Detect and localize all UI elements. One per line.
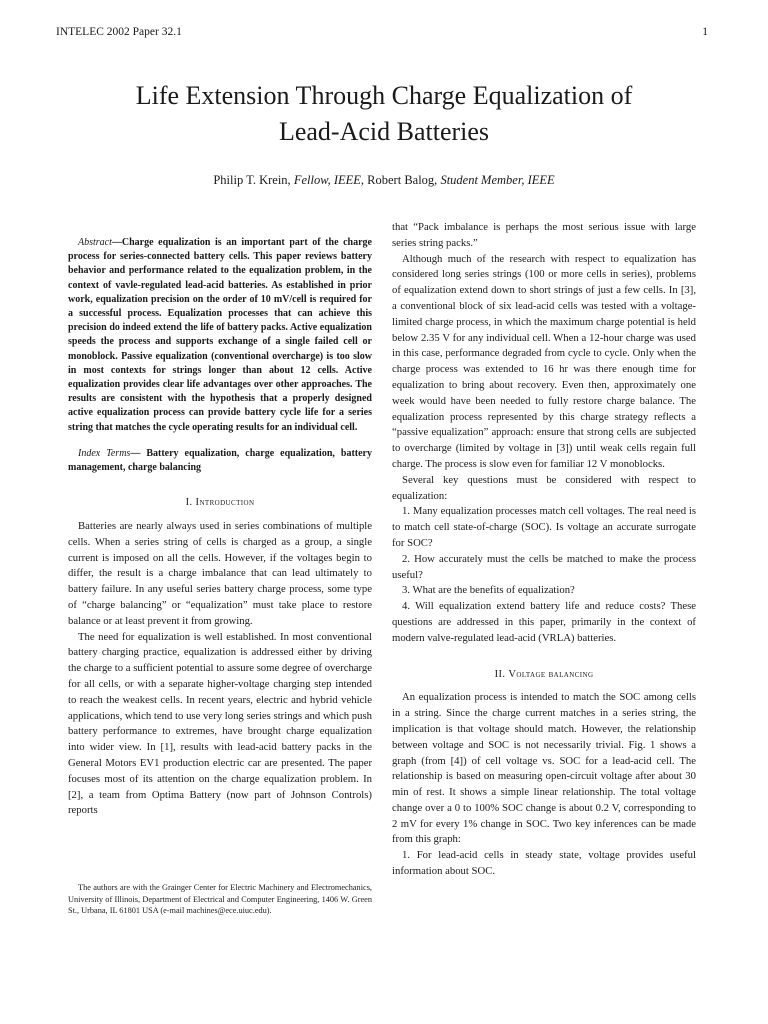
section-heading-voltage-balancing: [392, 667, 696, 683]
question-2: 2. How accurately must the cells be matched to make the process useful?: [392, 552, 696, 581]
question-4: 4. Will equalization extend battery life and reduce costs? These questions are addressed in this paper, primarily in the context of modern valve-regulated lead-acid (VRLA) batteries.: [392, 600, 696, 644]
intro-paragraph-2: The need for equalization is well established. In most conventional battery charging practice, equalization is addressed either by driving the charge to a sufficient potential to assure some degree of overcharge for all cells, or with a separate higher-voltage charging step intended to reach the weakest cells. In recent years, electric and hybrid vehicle applications, which tend to use very long series strings and which push battery performance to extremes, have brought charge equalization into wider view. In [1], results with lead-acid battery packs in the General Motors EV1 production electric car are presented. The paper focuses most of its attention on the charge equalization problem. In [2], a team from Optima Battery (now part of Johnson Controls) reports: [68, 630, 372, 817]
section-2-number: II.: [494, 668, 509, 680]
abstract: [68, 236, 372, 435]
author-footnote: The authors are with the Grainger Center for Electric Machinery and Electromechanics, University of Illinois, Department of Electrical and Computer Engineering, 1406 W. Green St., Urbana, IL 61801 USA (e-mail machines@ece.uiuc.edu).: [68, 883, 372, 915]
title-line-2: Lead-Acid Batteries: [278, 117, 490, 146]
paper-title: [40, 78, 728, 150]
author-line: [40, 173, 728, 188]
voltage-balancing-paragraph-2: 1. For lead-acid cells in steady state, voltage provides useful information about SOC.: [392, 849, 696, 878]
abstract-text: —Charge equalization is an important part of the charge process for series-connected battery cells. This paper reviews battery behavior and performance related to the equalization problem, in the context of vavle-regulated lead-acid batteries. As established in prior work, equalization precision on the order of 10 mV/cell is required for a successful process. Equalization processes that can achieve this precision do indeed extend the life of battery packs. Active equalization speeds the process and supports exchange of a single failed cell or monoblock. Passive equalization (conventional overcharge) is too slow in most contexts for strings longer than about 12 cells. Active equalization provides clear life advantages over other approaches. The results are consistent with the hypothesis that a properly designed active equalization process can provide battery cycle life for a series string that matches the cycle operating results for an individual cell.: [68, 237, 372, 433]
section-2-title: Voltage balancing: [508, 668, 594, 680]
question-3: 3. What are the benefits of equalization?: [402, 584, 575, 597]
right-column: [392, 220, 696, 880]
index-terms: [68, 447, 372, 475]
index-terms-text: — Battery equalization, charge equalization, battery management, charge balancing: [68, 447, 373, 474]
right-paragraph-1: that “Pack imbalance is perhaps the most serious issue with large series string packs.”: [392, 221, 696, 249]
right-paragraph-2: Although much of the research with respect to equalization has considered long series strings (100 or more cells in series), problems of equalization extend down to short strings of just a few cells. In [3], a conventional block of six lead-acid cells was tested with a voltage-limited charge process, in which the maximum charge potential is held below 2.35 V for any individual cell. When a 12-hour charge was used in this case, performance degraded from cycle to cycle. Only when the charge process was extended to 16 hr was there enough time for equalization to bring about recovery. Even then, approximately one week would have been needed to fully restore charge balance. The equalization process represented by this charge strategy reflects a “passive equalization” approach: ensure that strong cells are subjected to overcharge (limited by voltage in [3]) until weak cells regain full charge. The process is slow even for familiar 12 V monoblocks.: [392, 252, 696, 470]
index-terms-lead: Index Terms: [78, 447, 131, 459]
section-1-number: I.: [185, 497, 196, 509]
voltage-balancing-paragraph-1: An equalization process is intended to match the SOC among cells in a string. Since the charge current matches in a series string, the implication is that voltage should match. However, the relationship between voltage and SOC is not necessarily trivial. Fig. 1 shows a graph (from [4]) of cell voltage vs. SOC for a lead-acid cell. The relationship is based on measuring open-circuit voltage after about 30 min of rest. It shows a simple linear relationship. The total voltage change over a 0 to 100% SOC change is about 0.2 V, corresponding to 2 mV for every 1% change in SOC. Two key inferences can be made from this graph:: [392, 691, 696, 846]
section-1-title: Introduction: [195, 497, 255, 509]
running-header: [56, 26, 708, 42]
title-line-1: Life Extension Through Charge Equalization of: [135, 81, 633, 110]
intro-paragraph-1: Batteries are nearly always used in series combinations of multiple cells. When a series string of cells is charged as a group, a single current is imposed on all the cells. However, if the voltages begin to differ, the result is a charge imbalance that can lead ultimately to battery failure. In any useful series battery charge process, some type of “charge balancing” or “equalization” must take place to restore balance or at least prevent it from growing.: [68, 520, 372, 627]
author-1-role: Fellow, IEEE: [293, 173, 361, 187]
left-column: [68, 236, 372, 819]
author-1: Philip T. Krein,: [213, 173, 294, 187]
question-1: 1. Many equalization processes match cell voltages. The real need is to match cell state-of-charge (SOC). Is voltage an accurate surrogate for SOC?: [392, 505, 696, 549]
right-paragraph-3: Several key questions must be considered with respect to equalization:: [392, 473, 696, 502]
abstract-lead: Abstract: [78, 237, 112, 248]
page-number: 1: [702, 26, 708, 38]
conference-label: INTELEC 2002 Paper 32.1: [56, 26, 182, 38]
section-heading-introduction: [68, 495, 372, 511]
author-separator: , Robert Balog,: [360, 173, 441, 187]
author-2-role: Student Member, IEEE: [440, 173, 555, 187]
